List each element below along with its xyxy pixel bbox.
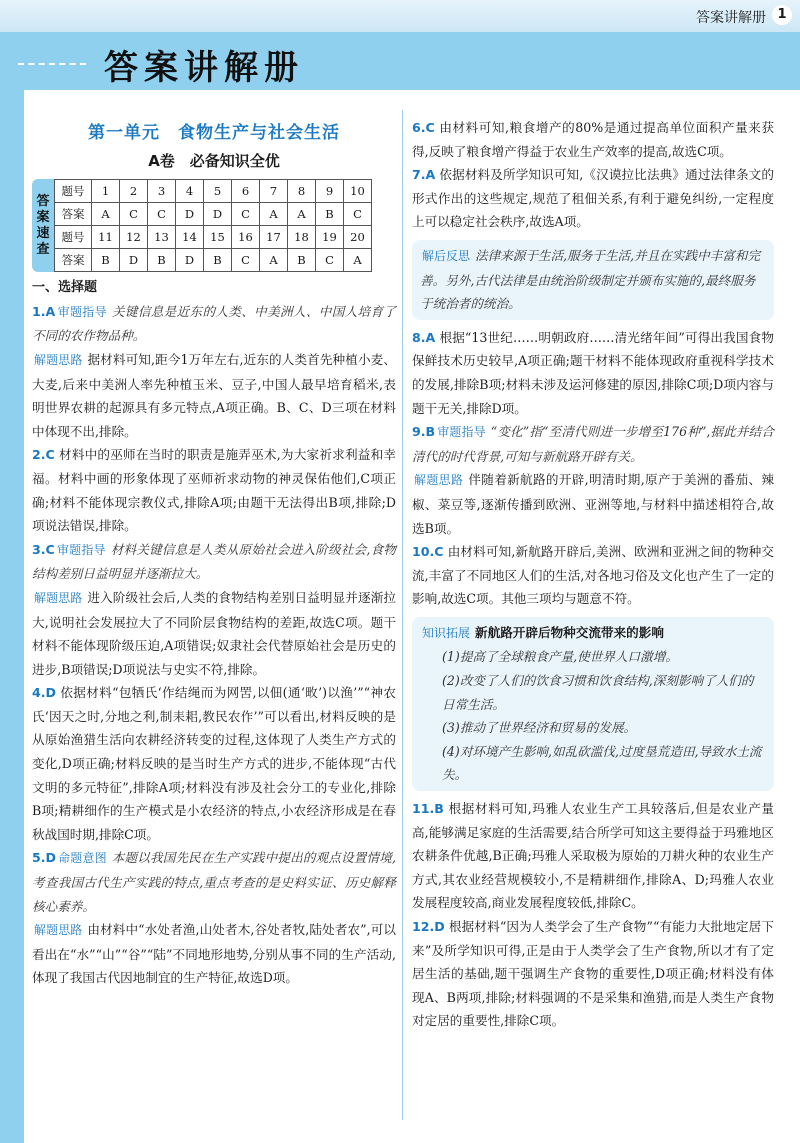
table-cell: 14 xyxy=(176,226,204,249)
table-cell: A xyxy=(92,203,120,226)
answer-number: 5.D xyxy=(32,850,57,866)
answer-table xyxy=(54,179,372,272)
answer-q8 xyxy=(412,326,774,420)
answer-number: 10.C xyxy=(412,544,444,560)
table-cell: A xyxy=(260,249,288,272)
answer-q5-intent xyxy=(32,846,396,918)
table-cell: A xyxy=(288,203,316,226)
answer-text: 材料中的巫师在当时的职责是施弄巫术,为大家祈求利益和幸福。材料中画的形象体现了巫师祈求动物的神灵保佑他们,C项正确;材料不能体现宗教仪式,排除A项;由题干无法得出B项,排除;D项说法错误,排除。 xyxy=(32,447,396,534)
table-cell: 答案 xyxy=(55,203,92,226)
table-row xyxy=(55,226,372,249)
answer-q9-guide xyxy=(412,420,774,468)
answer-q3-guide xyxy=(32,538,396,586)
table-cell: 3 xyxy=(148,180,176,203)
idea-tag: 解题思路 xyxy=(34,352,83,367)
table-cell: 7 xyxy=(260,180,288,203)
answer-q11 xyxy=(412,797,774,915)
table-cell: C xyxy=(344,203,372,226)
table-cell: 题号 xyxy=(55,180,92,203)
table-cell: A xyxy=(260,203,288,226)
table-cell: 6 xyxy=(232,180,260,203)
answer-number: 9.B xyxy=(412,424,436,440)
table-cell: B xyxy=(316,203,344,226)
answer-text: 依据材料及所学知识可知,《汉谟拉比法典》通过法律条文的形式作出的这些规定,规范了租佃关系,有利于避免纠纷,一定程度上可以稳定社会秩序,故选A项。 xyxy=(412,167,774,230)
answer-number: 7.A xyxy=(412,167,436,183)
table-cell: D xyxy=(204,203,232,226)
answer-q7 xyxy=(412,163,774,234)
table-row xyxy=(55,180,372,203)
answer-q2 xyxy=(32,443,396,537)
table-cell: C xyxy=(232,203,260,226)
answer-number: 11.B xyxy=(412,801,444,817)
top-header-bar xyxy=(0,0,800,32)
answer-number: 12.D xyxy=(412,919,445,934)
table-cell: A xyxy=(344,249,372,272)
table-cell: 2 xyxy=(120,180,148,203)
answer-text: 依据材料“包牺氏‘作结绳而为网罟,以佃(通‘畋’)以渔’”“神农氏‘因天之时,分地之利,制耒耜,教民农作’”可以看出,材料反映的是从原始渔猎生活向农耕经济转变的过程,这体现了人类生产方式的变化,D项正确;材料反映的是当时生产方式的进步,不能体现“古代文明的多元特征”,排除A项;材料没有涉及社会分工的专业化,排除B项;精耕细作的生产模式是小农经济的特点,小农经济形成是在春秋战国时期,排除C项。 xyxy=(32,685,396,842)
table-cell: 11 xyxy=(92,226,120,249)
list-item: (4)对环境产生影响,如乱砍滥伐,过度垦荒造田,导致水土流失。 xyxy=(442,743,762,783)
table-cell: 18 xyxy=(288,226,316,249)
guide-text: 关键信息是近东的人类、中美洲人、中国人培育了不同的农作物品种。 xyxy=(32,303,396,344)
table-cell: D xyxy=(120,249,148,272)
extension-heading: 新航路开辟后物种交流带来的影响 xyxy=(475,624,664,640)
table-cell: C xyxy=(232,249,260,272)
idea-text: 据材料可知,距今1万年左右,近东的人类首先种植小麦、大麦,后来中美洲人率先种植玉米、豆子,中国人最早培育稻米,表明世界农耕的起源具有多元特点,A项正确。B、C、D三项在材料中体现不出,排除。 xyxy=(32,351,396,439)
table-cell: 5 xyxy=(204,180,232,203)
column-divider xyxy=(402,110,403,1120)
answer-q10 xyxy=(412,540,774,611)
table-cell: 8 xyxy=(288,180,316,203)
answer-text: 由材料可知,粮食增产的80%是通过提高单位面积产量来获得,反映了粮食增产得益于农业生产效率的提高,故选C项。 xyxy=(412,120,774,159)
volume-title: A卷 必备知识全优 xyxy=(148,151,280,170)
reflection-text: 法律来源于生活,服务于生活,并且在实践中丰富和完善。另外,古代法律是由统治阶级制定并颁布实施的,最终服务于统治者的统治。 xyxy=(420,247,761,312)
table-cell: B xyxy=(204,249,232,272)
knowledge-extension-box xyxy=(412,617,774,791)
idea-text: 进入阶级社会后,人类的食物结构差别日益明显并逐渐拉大,说明社会发展拉大了不同阶层食物结构的差距,故选C项。题干材料不能体现阶级压迫,A项错误;奴隶社会代替原始社会是历史的进步,B项错误;D项说法与史实不符,排除。 xyxy=(32,589,396,677)
table-cell: 10 xyxy=(344,180,372,203)
idea-tag: 解题思路 xyxy=(414,473,464,488)
answer-number: 4.D xyxy=(32,685,57,701)
idea-text: 伴随着新航路的开辟,明清时期,原产于美洲的番茄、辣椒、菜豆等,逐渐传播到欧洲、亚洲等地,与材料中描述相符合,故选B项。 xyxy=(412,472,774,536)
table-cell: 17 xyxy=(260,226,288,249)
answer-table-label xyxy=(32,179,54,272)
extension-tag: 知识拓展 xyxy=(422,625,471,640)
list-item: (2)改变了人们的饮食习惯和饮食结构,深刻影响了人们的日常生活。 xyxy=(442,673,754,712)
idea-tag: 解题思路 xyxy=(34,590,83,605)
table-cell: B xyxy=(92,249,120,272)
answer-number: 8.A xyxy=(412,329,436,345)
answer-q6 xyxy=(412,116,774,163)
table-cell: C xyxy=(120,203,148,226)
reflection-tag: 解后反思 xyxy=(422,248,471,263)
answer-number: 3.C xyxy=(32,541,55,557)
table-cell: C xyxy=(148,203,176,226)
table-cell: 15 xyxy=(204,226,232,249)
table-cell: 题号 xyxy=(55,226,92,249)
answer-number: 2.C xyxy=(32,447,55,463)
table-cell: B xyxy=(288,249,316,272)
table-cell: 13 xyxy=(148,226,176,249)
guide-tag: 审题指导 xyxy=(56,542,106,557)
answer-q3-idea xyxy=(32,586,396,681)
answer-q12 xyxy=(412,915,774,1033)
guide-tag: 审题指导 xyxy=(437,425,486,440)
list-item: (3)推动了世界经济和贸易的发展。 xyxy=(442,720,637,736)
section-heading: 一、选择题 xyxy=(32,280,98,296)
idea-text: 由材料中“水处者渔,山处者木,谷处者牧,陆处者农”,可以看出在“水”“山”“谷”“陆”不同地形地势,分别从事不同的生产活动,体现了我国古代因地制宜的生产特征,故选D项。 xyxy=(32,922,396,986)
answer-q1-guide xyxy=(32,300,396,348)
table-cell: C xyxy=(316,249,344,272)
unit-title: 第一单元 食物生产与社会生活 xyxy=(88,123,340,143)
guide-text: 材料关键信息是人类从原始社会进入阶级社会,食物结构差别日益明显并逐渐拉大。 xyxy=(32,541,396,582)
table-cell: 4 xyxy=(176,180,204,203)
answer-q5-idea xyxy=(32,918,396,990)
answer-q4 xyxy=(32,681,396,846)
right-column xyxy=(412,116,774,1033)
table-cell: 12 xyxy=(120,226,148,249)
table-cell: B xyxy=(148,249,176,272)
answer-table-label-text: 答案速查 xyxy=(36,193,50,257)
list-item: (1)提高了全球粮食产量,使世界人口激增。 xyxy=(442,649,678,665)
page-title: 答案讲解册 xyxy=(104,48,304,88)
answer-q9-idea xyxy=(412,468,774,540)
table-cell: 16 xyxy=(232,226,260,249)
page-number: 1 xyxy=(772,5,792,25)
intent-tag: 命题意图 xyxy=(58,851,107,866)
table-cell: 9 xyxy=(316,180,344,203)
table-cell: 答案 xyxy=(55,249,92,272)
title-banner xyxy=(0,32,800,90)
left-edge-band xyxy=(0,90,24,1143)
table-cell: 19 xyxy=(316,226,344,249)
intent-text: 本题以我国先民在生产实践中提出的观点设置情境,考查我国古代生产实践的特点,重点考查的是史料实证、历史解释核心素养。 xyxy=(32,850,396,914)
header-label: 答案讲解册 xyxy=(696,10,766,26)
answer-text: 根据材料“因为人类学会了生产食物”“有能力大批地定居下来”及所学知识可得,正是由于人类学会了生产食物,所以才有了定居生活的基础,题干强调生产食物的重要性,D项正确;材料没有体现A、B两项,排除;材料强调的不是采集和渔猎,而是人类生产食物对定居的重要性,排除C项。 xyxy=(412,919,774,1029)
answer-number: 1.A xyxy=(32,303,56,319)
answer-text: 由材料可知,新航路开辟后,美洲、欧洲和亚洲之间的物种交流,丰富了不同地区人们的生活,对各地习俗及文化也产生了一定的影响,故选C项。其他三项均与题意不符。 xyxy=(412,544,774,607)
answer-text: 根据材料可知,玛雅人农业生产工具较落后,但是农业产量高,能够满足家庭的生活需要,结合所学可知这主要得益于玛雅地区农耕条件优越,B正确;玛雅人采取极为原始的刀耕火种的农业生产方式,其农业经营规模较小,不是精耕细作,排除A、D;玛雅人农业发展程度较高,商业发展程度较低,排除C。 xyxy=(412,801,774,911)
left-column xyxy=(32,102,396,990)
table-cell: 1 xyxy=(92,180,120,203)
table-cell: D xyxy=(176,203,204,226)
title-dash-decoration xyxy=(18,63,86,65)
idea-tag: 解题思路 xyxy=(34,923,83,938)
table-row xyxy=(55,203,372,226)
guide-text: “变化”指“至清代则进一步增至176种”,据此并结合清代的时代背景,可知与新航路开辟有关。 xyxy=(412,424,774,464)
answer-quick-table xyxy=(32,179,396,272)
table-row xyxy=(55,249,372,272)
answer-number: 6.C xyxy=(412,120,435,135)
answer-q1-idea xyxy=(32,348,396,443)
table-cell: D xyxy=(176,249,204,272)
reflection-box xyxy=(412,240,774,320)
table-cell: 20 xyxy=(344,226,372,249)
answer-text: 根据“13世纪……明朝政府……清光绪年间”可得出我国食物保鲜技术历史较早,A项正确;题干材料不能体现政府重视科学技术的发展,排除B项;材料未涉及运河修建的原因,排除C项;D项内容与题干无关,排除D项。 xyxy=(412,329,774,416)
guide-tag: 审题指导 xyxy=(57,304,107,319)
